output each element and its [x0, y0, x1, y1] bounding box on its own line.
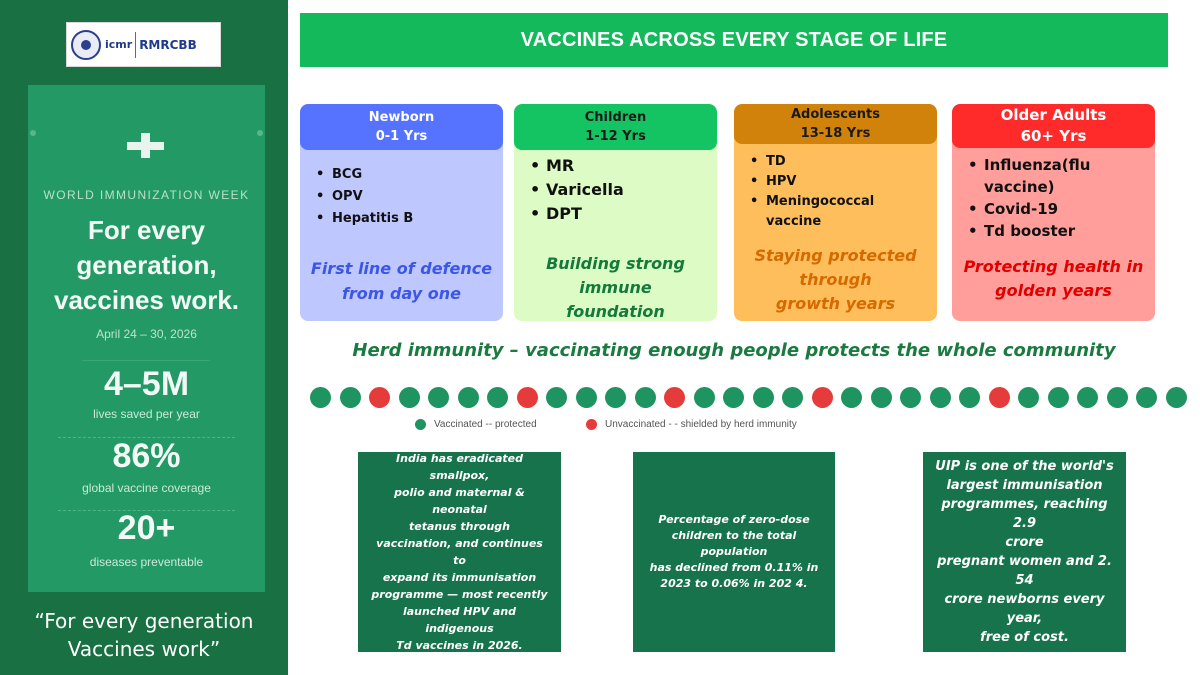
- stage-card-adolescents: [734, 104, 937, 321]
- vaccinated-dot: [310, 387, 331, 408]
- vaccinated-dot: [723, 387, 744, 408]
- vaccinated-dot: [428, 387, 449, 408]
- page-title: VACCINES ACROSS EVERY STAGE OF LIFE: [300, 13, 1168, 67]
- unvaccinated-dot: [989, 387, 1010, 408]
- vaccinated-dot: [576, 387, 597, 408]
- event-name: WORLD IMMUNIZATION WEEK: [43, 188, 250, 202]
- tagline-line: Building strong immune: [546, 254, 685, 297]
- vaccine-item-cont: vaccine: [766, 214, 822, 229]
- tagline-line: Protecting health in: [963, 257, 1144, 276]
- vaccinated-swatch: [415, 419, 426, 430]
- stage-header: [734, 104, 937, 144]
- vaccine-item: • Td booster: [966, 220, 1155, 242]
- vaccine-list: [300, 164, 503, 230]
- stage-tagline: [300, 256, 503, 306]
- decor-dot: [257, 130, 263, 136]
- vaccinated-dot: [694, 387, 715, 408]
- fact-card-zero-dose: Percentage of zero-dose children to the total population has declined from 0.11% in 2023 to 0.06% in 202 4.: [633, 452, 835, 652]
- tagline-line: through: [799, 270, 872, 289]
- logo-icmr-text: icmr: [105, 38, 133, 51]
- vaccinated-dot: [841, 387, 862, 408]
- vaccinated-dot: [635, 387, 656, 408]
- headline: [28, 213, 265, 318]
- unvaccinated-swatch: [586, 419, 597, 430]
- vaccine-item: • TD: [748, 152, 937, 172]
- vaccine-item: • OPV: [314, 186, 503, 208]
- vaccinated-dot: [1048, 387, 1069, 408]
- vaccinated-dot: [1077, 387, 1098, 408]
- event-dates: April 24 – 30, 2026: [96, 327, 197, 341]
- fact-card-eradication: India has eradicated smallpox, polio and maternal & neonatal tetanus through vaccination, and continues to expand its immunisation programme — most recently launched HPV and indigenous Td vaccines in 2026.: [358, 452, 561, 652]
- legend-label: Vaccinated -- protected: [434, 419, 537, 430]
- vaccinated-dot: [605, 387, 626, 408]
- vaccinated-dot: [340, 387, 361, 408]
- quote-line: Vaccines work”: [67, 637, 221, 661]
- stage-header: [300, 104, 503, 150]
- vaccinated-dot: [900, 387, 921, 408]
- stage-tagline: [734, 244, 937, 316]
- vaccine-item-cont: vaccine): [984, 178, 1055, 196]
- tagline-line: from day one: [341, 284, 462, 303]
- vaccinated-dot: [399, 387, 420, 408]
- vaccine-item: • BCG: [314, 164, 503, 186]
- stage-title: Older Adults: [1000, 106, 1107, 124]
- vaccinated-dot: [546, 387, 567, 408]
- vaccine-list: [514, 154, 717, 226]
- stage-tagline: [952, 255, 1155, 303]
- stage-title: Newborn: [368, 110, 435, 125]
- org-logo: [66, 22, 221, 67]
- tagline-line: Staying protected: [754, 246, 917, 265]
- vaccinated-dot: [930, 387, 951, 408]
- stage-age: 1-12 Yrs: [585, 129, 646, 144]
- stage-age: 0-1 Yrs: [375, 129, 428, 144]
- sidebar: [0, 0, 288, 675]
- vaccinated-dot: [1136, 387, 1157, 408]
- divider: [82, 360, 210, 361]
- stage-age: 13-18 Yrs: [800, 126, 871, 141]
- headline-line: For every: [87, 215, 206, 245]
- stage-card-newborn: [300, 104, 503, 321]
- legend-unvaccinated: [586, 419, 797, 430]
- headline-line: vaccines work.: [54, 285, 239, 315]
- stage-card-children: [514, 104, 717, 321]
- closing-quote: [0, 607, 288, 663]
- unvaccinated-dot: [517, 387, 538, 408]
- emblem-icon: [71, 30, 101, 60]
- vaccinated-dot: [782, 387, 803, 408]
- stage-title: Adolescents: [790, 107, 881, 122]
- legend-vaccinated: [415, 419, 537, 430]
- unvaccinated-dot: [369, 387, 390, 408]
- vaccine-list: [952, 154, 1155, 242]
- vaccine-item: • Meningococcal: [748, 192, 937, 212]
- stat-lives-label: lives saved per year: [93, 407, 200, 421]
- stat-coverage-label: global vaccine coverage: [82, 481, 211, 495]
- vaccine-item: • HPV: [748, 172, 937, 192]
- vaccine-item: • Covid-19: [966, 198, 1155, 220]
- quote-line: “For every generation: [34, 609, 254, 633]
- logo-divider: [135, 32, 136, 58]
- decor-dot: [30, 130, 36, 136]
- stat-diseases-value: 20+: [117, 509, 176, 547]
- legend-label: Unvaccinated - - shielded by herd immunity: [605, 419, 797, 430]
- headline-line: generation,: [76, 250, 217, 280]
- vaccine-list: [734, 152, 937, 232]
- tagline-line: golden years: [995, 281, 1112, 300]
- tagline-line: foundation: [566, 302, 665, 321]
- tagline-line: growth years: [775, 294, 896, 313]
- stage-card-older-adults: [952, 104, 1155, 321]
- stage-header: [952, 104, 1155, 148]
- vaccine-item: • Hepatitis B: [314, 208, 503, 230]
- vaccine-item: • Influenza(flu: [966, 154, 1155, 176]
- logo-rmrc-text: RMRCBB: [139, 37, 197, 52]
- unvaccinated-dot: [812, 387, 833, 408]
- stat-lives-value: 4–5M: [103, 365, 190, 403]
- vaccinated-dot: [458, 387, 479, 408]
- vaccine-item: • Varicella: [528, 178, 717, 202]
- population-dots: [310, 387, 1190, 409]
- stage-age: 60+ Yrs: [1020, 127, 1087, 145]
- stage-header: [514, 104, 717, 150]
- vaccinated-dot: [871, 387, 892, 408]
- vaccinated-dot: [753, 387, 774, 408]
- vaccinated-dot: [1166, 387, 1187, 408]
- tagline-line: First line of defence: [310, 259, 493, 278]
- stat-coverage-value: 86%: [112, 437, 181, 475]
- vaccinated-dot: [1107, 387, 1128, 408]
- fact-card-uip: UIP is one of the world's largest immunisation programmes, reaching 2.9 crore pregnant women and 2. 54 crore newborns every year, free of cost.: [923, 452, 1126, 652]
- unvaccinated-dot: [664, 387, 685, 408]
- vaccine-item: • MR: [528, 154, 717, 178]
- stats-card: [28, 85, 265, 592]
- vaccinated-dot: [959, 387, 980, 408]
- herd-immunity-heading: Herd immunity – vaccinating enough people protects the whole community: [352, 340, 1116, 361]
- medical-cross-icon: [127, 133, 164, 158]
- stage-tagline: [514, 252, 717, 321]
- vaccinated-dot: [487, 387, 508, 408]
- stage-title: Children: [584, 110, 647, 125]
- vaccinated-dot: [1018, 387, 1039, 408]
- vaccine-item: • DPT: [528, 202, 717, 226]
- stat-diseases-label: diseases preventable: [89, 555, 204, 569]
